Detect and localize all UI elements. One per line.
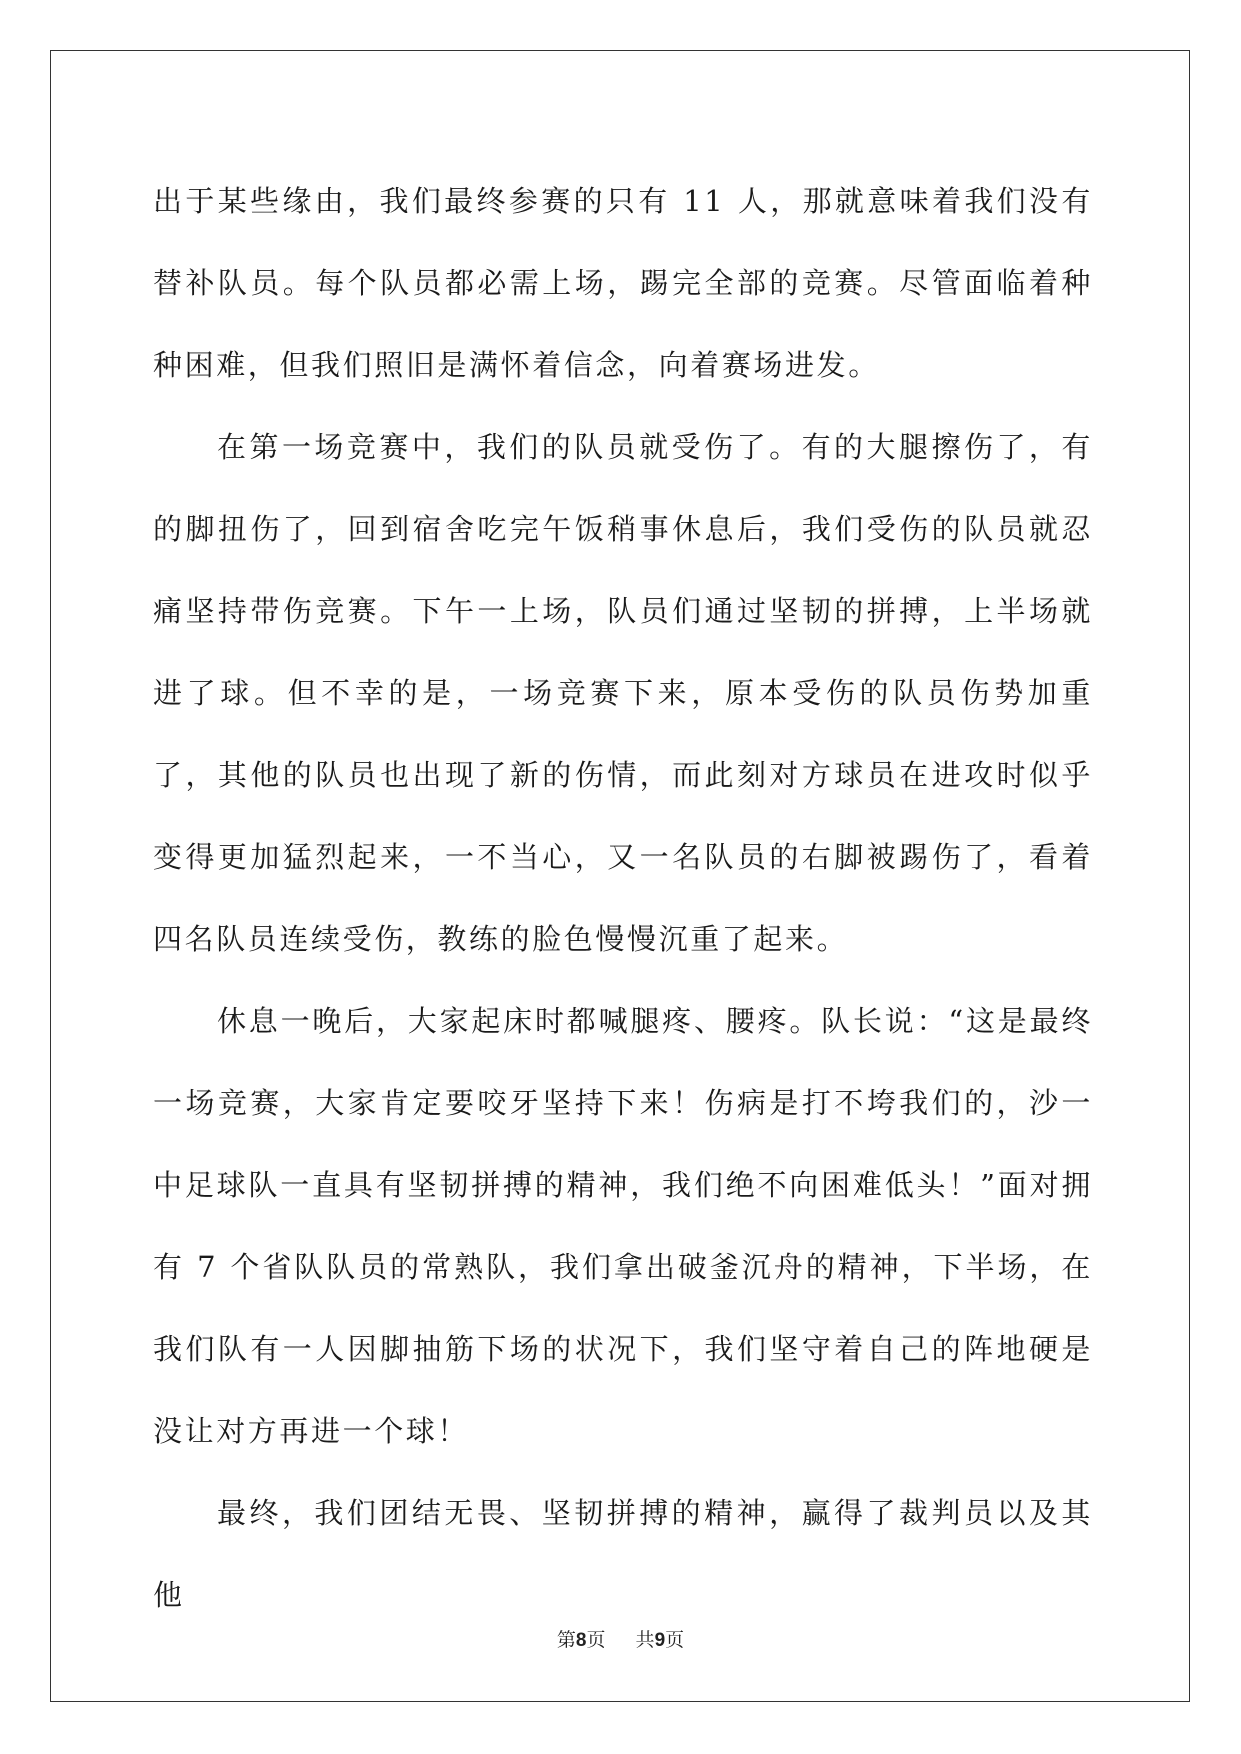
total-pages: 9 — [654, 1630, 666, 1651]
page-number — [557, 1625, 606, 1652]
page-total — [636, 1625, 685, 1652]
paragraph-3: 休息一晚后，大家起床时都喊腿疼、腰疼。队长说：“这是最终一场竞赛，大家肯定要咬牙坚持下来！伤病是打不垮我们的，沙一中足球队一直具有坚韧拼搏的精神，我们绝不向困难低头！”面对拥有 7 个省队队员的常熟队，我们拿出破釜沉舟的精神，下半场，在我们队有一人因脚抽筋下场的状况下，我们坚守着自己的阵地硬是没让对方再进一个球！ — [153, 1004, 1093, 1448]
paragraph-1: 出于某些缘由，我们最终参赛的只有 11 人，那就意味着我们没有替补队员。每个队员都必需上场，踢完全部的竞赛。尽管面临着种种困难，但我们照旧是满怀着信念，向着赛场进发。 — [153, 184, 1093, 382]
total-suffix: 页 — [665, 1629, 685, 1651]
page-prefix: 第 — [556, 1629, 576, 1651]
page-suffix: 页 — [586, 1629, 606, 1651]
paragraph-4: 最终，我们团结无畏、坚韧拼搏的精神，赢得了裁判员以及其他 — [153, 1496, 1093, 1612]
paragraph-2: 在第一场竞赛中，我们的队员就受伤了。有的大腿擦伤了，有的脚扭伤了，回到宿舍吃完午饭稍事休息后，我们受伤的队员就忍痛坚持带伤竞赛。下午一上场，队员们通过坚韧的拼搏，上半场就进了球。但不幸的是，一场竞赛下来，原本受伤的队员伤势加重了，其他的队员也出现了新的伤情，而此刻对方球员在进攻时似乎变得更加猛烈起来，一不当心，又一名队员的右脚被踢伤了，看着四名队员连续受伤，教练的脸色慢慢沉重了起来。 — [153, 430, 1093, 956]
total-prefix: 共 — [635, 1629, 655, 1651]
page-current: 8 — [575, 1630, 587, 1651]
document-body — [153, 160, 1093, 1636]
page-footer — [0, 1625, 1241, 1652]
